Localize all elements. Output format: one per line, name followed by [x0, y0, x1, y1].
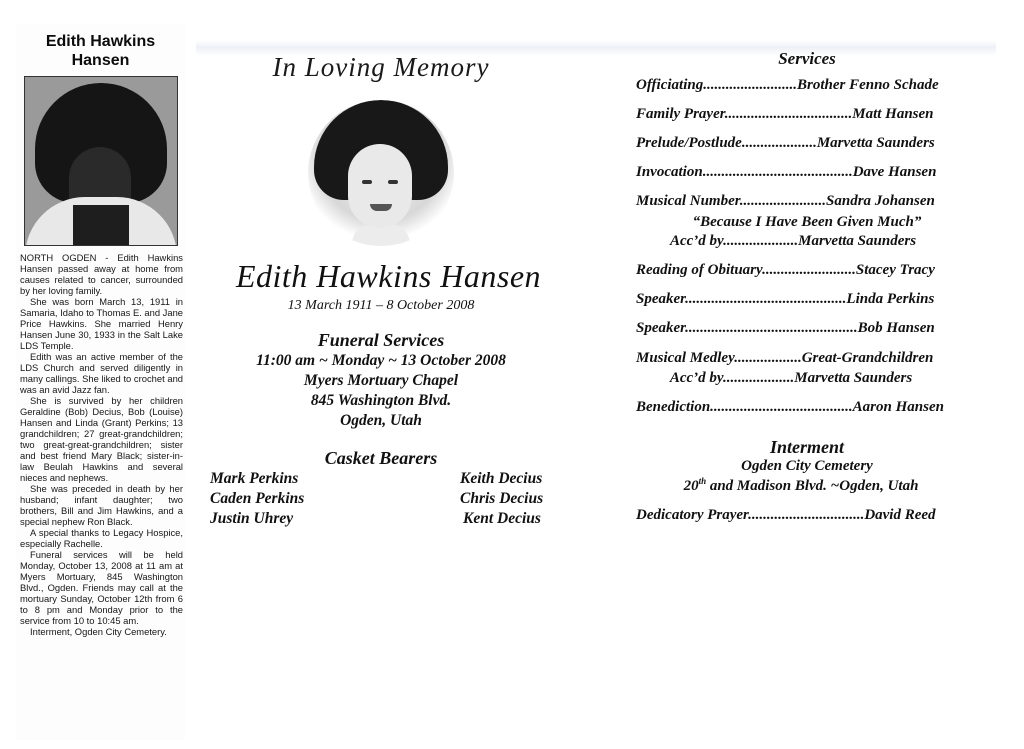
service-person: Brother Fenno Schade	[796, 77, 939, 93]
service-person: Great-Grandchildren	[801, 350, 934, 366]
service-role: Musical Medley	[636, 350, 735, 366]
services-column	[632, 44, 982, 540]
deceased-name: Edith Hawkins Hansen	[235, 258, 542, 294]
service-row-invocation: Invocation........................................Dave Hansen	[636, 164, 937, 180]
funeral-services-title: Funeral Services	[317, 330, 445, 350]
bearer-name: Caden Perkins	[210, 490, 305, 507]
service-row-prelude: Prelude/Postlude....................Marvetta Saunders	[636, 135, 935, 151]
service-row-musical-number: Musical Number.......................Sandra Johansen	[636, 193, 935, 209]
service-person: David Reed	[864, 507, 936, 523]
service-person: Stacey Tracy	[855, 262, 935, 278]
obituary-paragraph: Edith was an active member of the LDS Church and served diligently in many callings. She liked to crochet and was an avid Jazz fan.	[20, 351, 183, 395]
obituary-paragraph: A special thanks to Legacy Hospice, especially Rachelle.	[20, 527, 183, 549]
service-row-officiating: Officiating.........................Brother Fenno Schade	[636, 77, 939, 93]
obituary-photo	[24, 76, 178, 246]
accompanist-line: Acc’d by...................Marvetta Saunders	[669, 370, 913, 386]
service-row-musical-medley: Musical Medley..................Great-Grandchildren	[636, 350, 934, 366]
obituary-paragraph: Funeral services will be held Monday, October 13, 2008 at 11 am at Myers Mortuary, 845 Washington Blvd., Ogden. Friends may call at the mortuary Sunday, October 12th from 6 to 8 pm and Monday prior to the service from 10 to 10:45 am.	[20, 549, 183, 626]
service-row-speaker: Speaker...........................................Linda Perkins	[636, 291, 935, 307]
funeral-address: 845 Washington Blvd.	[310, 392, 452, 409]
bearer-name: Kent Decius	[463, 510, 541, 527]
service-person: Marvetta Saunders	[816, 135, 935, 151]
funeral-location: Myers Mortuary Chapel	[303, 372, 459, 389]
service-role: Musical Number	[636, 193, 740, 209]
accompanist-line: Acc’d by....................Marvetta Saunders	[669, 233, 917, 249]
service-person: Bob Hansen	[857, 320, 935, 336]
service-row-benediction: Benediction......................................Aaron Hansen	[636, 399, 944, 415]
cemetery-name: Ogden City Cemetery	[741, 458, 873, 474]
service-role: Invocation	[636, 164, 703, 180]
obituary-clipping	[16, 24, 185, 740]
service-row-speaker: Speaker..............................................Bob Hansen	[636, 320, 935, 336]
obituary-headline	[16, 32, 185, 70]
cemetery-address	[626, 478, 976, 495]
service-role: Family Prayer	[636, 106, 725, 122]
portrait-photo	[308, 100, 454, 246]
obituary-paragraph: Interment, Ogden City Cemetery.	[30, 626, 167, 637]
obituary-paragraph: She is survived by her children Geraldine (Bob) Decius, Bob (Louise) Hansen and Linda (Grant) Perkins; 13 grandchildren; 27 great-grandchildren; two great-great-grandchildren; sister and best friend Mary Black; sister-in-law Beulah Hawkins and several nieces and nephews.	[20, 395, 183, 483]
bearer-name: Chris Decius	[460, 490, 544, 507]
service-person: Linda Perkins	[846, 291, 935, 307]
life-dates: 13 March 1911 – 8 October 2008	[287, 298, 475, 313]
service-person: Aaron Hansen	[852, 399, 944, 415]
obituary-headline-line2: Hansen	[71, 52, 130, 69]
cemetery-address-suffix: th	[698, 476, 707, 486]
services-title: Services	[778, 49, 836, 68]
service-role: Reading of Obituary	[636, 262, 763, 278]
bearer-name: Mark Perkins	[210, 470, 299, 487]
service-person: Sandra Johansen	[826, 193, 935, 209]
cemetery-address-number: 20	[683, 478, 699, 494]
program-center	[196, 44, 606, 534]
service-person: Dave Hansen	[852, 164, 937, 180]
service-role: Prelude/Postlude	[636, 135, 742, 151]
service-role: Dedicatory Prayer	[636, 507, 749, 523]
cemetery-address-rest: and Madison Blvd. ~Ogden, Utah	[706, 478, 919, 494]
interment-title: Interment	[769, 437, 844, 457]
service-person: Matt Hansen	[852, 106, 934, 122]
service-row-family-prayer: Family Prayer..................................Matt Hansen	[636, 106, 934, 122]
service-row-obituary: Reading of Obituary.........................Stacey Tracy	[636, 262, 935, 278]
obituary-headline-line1: Edith Hawkins	[45, 33, 156, 50]
in-loving-memory-heading: In Loving Memory	[272, 52, 490, 82]
obituary-paragraph: She was born March 13, 1911 in Samaria, Idaho to Thomas E. and Jane Price Hawkins. She married Henry Hansen June 30, 1933 in the Salt Lake LDS Temple.	[20, 296, 183, 351]
casket-bearers-title: Casket Bearers	[324, 448, 438, 468]
bearer-name: Justin Uhrey	[210, 510, 294, 527]
service-role: Benediction	[636, 399, 711, 415]
service-role: Speaker	[636, 320, 686, 336]
obituary-text	[20, 252, 183, 637]
service-role: Speaker	[636, 291, 686, 307]
obituary-paragraph: NORTH OGDEN - Edith Hawkins Hansen passed away at home from causes related to cancer, surrounded by her loving family.	[20, 252, 183, 296]
service-row-dedicatory-prayer: Dedicatory Prayer...............................David Reed	[636, 507, 936, 523]
bearer-name: Keith Decius	[460, 470, 543, 487]
song-title: “Because I Have Been Given Much”	[692, 214, 922, 230]
funeral-city: Ogden, Utah	[340, 412, 422, 429]
obituary-paragraph: She was preceded in death by her husband; infant daughter; two brothers, Bill and Jim Hawkins, and a special nephew Ron Black.	[20, 483, 183, 527]
funeral-time: 11:00 am ~ Monday ~ 13 October 2008	[256, 352, 506, 369]
service-role: Officiating	[636, 77, 704, 93]
